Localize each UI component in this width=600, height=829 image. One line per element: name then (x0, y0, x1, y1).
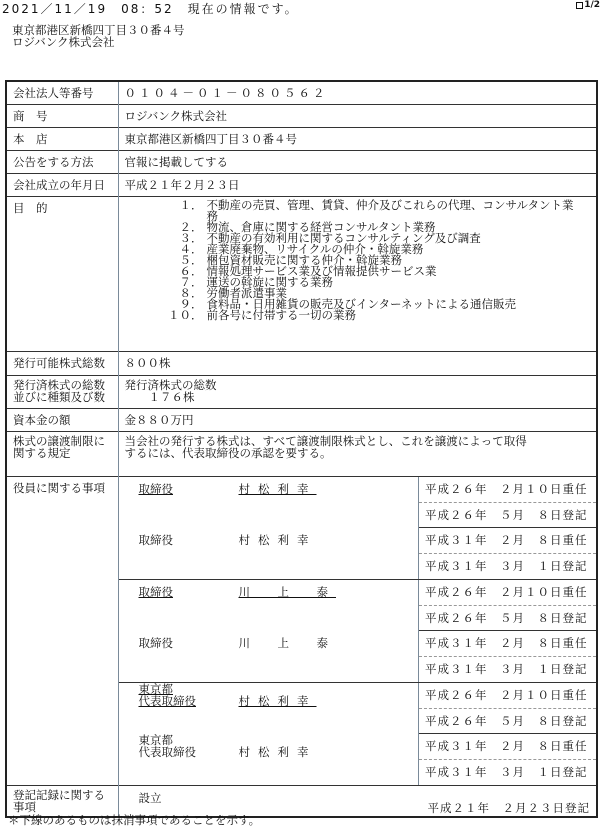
officer-date: 平成３１年 ２月 ８日重任 (419, 734, 596, 760)
officer-date: 平成３１年 ３月 １日登記 (425, 661, 588, 676)
row-notice: 公告をする方法 官報に掲載してする (6, 151, 597, 174)
officer-date: 平成２６年 ２月１０日重任 (419, 580, 596, 606)
row-record: 登記記録に関する 事項 設立 平成２１年 ２月２３日登記 (6, 786, 597, 818)
registry-table (5, 80, 598, 818)
purpose-item: ４． 産業廃棄物、リサイクルの仲介・斡旋業務 (179, 242, 424, 256)
row-purpose: 目 的 １． 不動産の売買、管理、賃貸、仲介及びこれらの代理、コンサルタント業 務 ２． 物流、倉庫に関する経営コンサルタント業務 ３． 不動産の有効利用に関するコンサルティング及び調査 ４． 産業廃棄物、リサイクルの仲介・斡旋業務 ５． 梱包資材販売に関する仲介・斡旋業務 ６． 情報処理サービス業及び情報提供サービス業 ７． 運送の斡旋に関する業務 ８． 労働者派遣事業 ９． 食料品・日用雑貨の販売及びインターネットによる通信販売 １０． 前各号に付帯する一切の業務 (6, 197, 597, 352)
officer-entry: 取締役 村松利幸 (138, 533, 317, 547)
timestamp-header: 2021／11／19 08：52 現在の情報です。 (2, 2, 299, 16)
officer-date: 平成３１年 ２月 ８日重任 (419, 528, 596, 554)
purpose-item: 務 (206, 209, 218, 223)
officer-date: 平成３１年 ２月 ８日重任 (419, 631, 596, 657)
row-issued-shares: 発行済株式の総数 並びに種類及び数 発行済株式の総数 １７６株 (6, 376, 597, 409)
page-indicator: 1/2 (576, 0, 600, 10)
purpose-item: ８． 労働者派遣事業 (179, 286, 287, 300)
officer-entry: 取締役 村松利幸 (138, 482, 317, 496)
row-corp-number: 会社法人等番号 ０１０４－０１－０８０５６２ (6, 81, 597, 105)
officers-list (118, 477, 597, 786)
officer-date: 平成２６年 ２月１０日重任 (419, 683, 596, 709)
officer-date: 平成２６年 ５月 ８日登記 (419, 606, 596, 632)
officer-date: 平成２６年 ５月 ８日登記 (419, 503, 596, 529)
row-transfer-restriction: 株式の譲渡制限に 関する規定 当会社の発行する株式は、すべて譲渡制限株式とし、これを譲渡によって取得 するには、代表取締役の承認を要する。 (6, 432, 597, 477)
row-established: 会社成立の年月日 平成２１年２月２３日 (6, 174, 597, 197)
officer-date: 平成２６年 ５月 ８日登記 (419, 709, 596, 735)
purpose-item: ３． 不動産の有効利用に関するコンサルティング及び調査 (179, 231, 481, 245)
row-trade-name: 商 号 ロジバンク株式会社 (6, 105, 597, 128)
officer-group (119, 579, 597, 682)
page-icon (576, 2, 583, 9)
officer-date: 平成２６年 ２月１０日重任 (419, 477, 596, 503)
footnote: ＊下線のあるものは抹消事項であることを示す。 (8, 813, 261, 827)
row-capital: 資本金の額 金８８０万円 (6, 409, 597, 432)
purpose-item: ５． 梱包資材販売に関する仲介・斡旋業務 (179, 253, 402, 267)
purpose-item: ２． 物流、倉庫に関する経営コンサルタント業務 (179, 220, 436, 234)
officer-date: 平成３１年 ３月 １日登記 (425, 764, 588, 779)
officer-entry: 取締役 川 上 泰 (138, 585, 336, 599)
purpose-item: １０． 前各号に付帯する一切の業務 (168, 308, 356, 322)
officer-date: 平成３１年 ３月 １日登記 (425, 558, 588, 573)
purpose-item: ９． 食料品・日用雑貨の販売及びインターネットによる通信販売 (179, 297, 516, 311)
row-officers: 役員に関する事項 取締役 村松利幸 取締役 村松利幸 平成２６年 ２月１０日重任 平成２６年 ５月 ８日登記 平成３１年 ２月 ８日重任 平成３１年 ３月 １日登記 取締役 川 上 泰 取締役 川 上 泰 平成２６年 ２月１０日重任 平成２６年 ５月 ８日登記 平成３１年 ２月 ８日重任 平成３１年 ３月 １日登記 東京都 代表取締役 村松利幸 東京都 代表取締役 村松利幸 平成２６年 ２月１０日重任 平成２６年 ５月 ８日登記 平成３１年 ２月 ８日重任 平成３１年 ３月 １日登記 (6, 477, 597, 786)
officer-group (119, 477, 597, 579)
officer-entry: 取締役 川 上 泰 (138, 636, 336, 650)
row-head-office: 本 店 東京都港区新橋四丁目３０番４号 (6, 128, 597, 151)
purpose-item: ７． 運送の斡旋に関する業務 (179, 275, 333, 289)
officer-entry: 東京都 代表取締役 村松利幸 (138, 682, 317, 708)
officer-entry: 東京都 代表取締役 村松利幸 (138, 733, 317, 759)
purpose-item: １． 不動産の売買、管理、賃貸、仲介及びこれらの代理、コンサルタント業 (179, 198, 574, 212)
purpose-item: ６． 情報処理サービス業及び情報提供サービス業 (179, 264, 437, 278)
purpose-list (118, 197, 597, 352)
address-block: 東京都港区新橋四丁目３０番４号 ロジバンク株式会社 (12, 23, 185, 49)
officer-group (119, 682, 597, 785)
row-authorized-shares: 発行可能株式総数 ８００株 (6, 352, 597, 376)
